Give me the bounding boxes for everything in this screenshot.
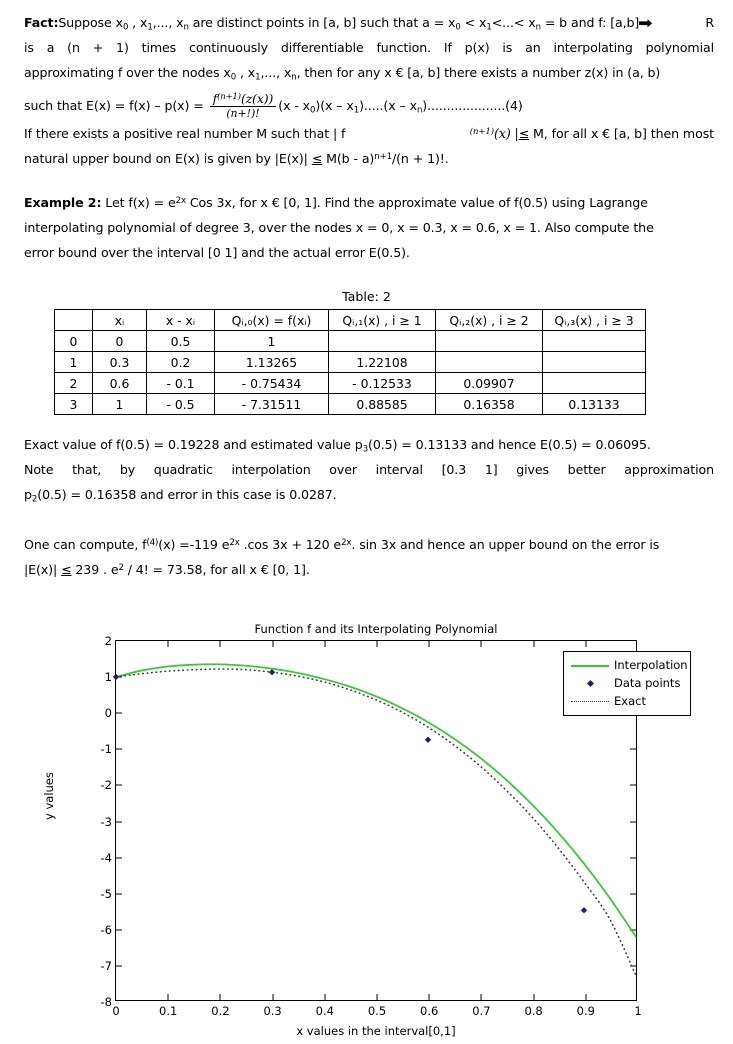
fact-line-1: Fact:Suppose $x_0$ , $x_1$,..., $x_n$ are distinct points in [a, b] such that $a = x_0 < x_1<...< x_n = b$ and f: [a,b]➡ R bbox=[24, 10, 714, 35]
table-cell bbox=[543, 373, 646, 394]
derivative-line1-sup3: 2x bbox=[341, 538, 352, 549]
table-cell: 1 bbox=[55, 352, 93, 373]
table-row bbox=[55, 331, 646, 352]
plot-curves bbox=[116, 641, 636, 1000]
fact-line1-c: ,..., x bbox=[152, 15, 184, 30]
fact-line5-b: (x) | bbox=[494, 126, 519, 141]
table-cell bbox=[543, 331, 646, 352]
table-row bbox=[55, 394, 646, 415]
fact-line-5 bbox=[24, 121, 714, 146]
x-tick-label: 0.2 bbox=[211, 1004, 230, 1018]
table-header-cell: Qᵢ,₁(x) , i ≥ 1 bbox=[329, 310, 436, 331]
table-cell: 1 bbox=[93, 394, 147, 415]
derivative-paragraph bbox=[24, 532, 714, 582]
derivative-line1-sup1: (4) bbox=[146, 538, 159, 549]
table-cell: 0 bbox=[93, 331, 147, 352]
table-header-cell: x - xᵢ bbox=[147, 310, 215, 331]
series-exact bbox=[116, 669, 636, 976]
y-tick-label: -5 bbox=[100, 886, 112, 901]
x-tick-label: 0.6 bbox=[420, 1004, 439, 1018]
fact-line1-e: < x bbox=[460, 15, 487, 30]
example-line1-sup: 2x bbox=[175, 196, 186, 207]
results-line3-b: (0.5) = 0.16358 and error in this case is 0.0287. bbox=[37, 487, 337, 502]
fact-line-3 bbox=[24, 60, 714, 85]
table-cell: 1 bbox=[215, 331, 329, 352]
results-line3-a: p bbox=[24, 487, 32, 502]
table-cell: 0.13133 bbox=[543, 394, 646, 415]
fact-line3-c: ,..., x bbox=[260, 65, 292, 80]
fact-line5-le: ≤ bbox=[518, 126, 530, 141]
table-cell: 1.22108 bbox=[329, 352, 436, 373]
legend-label: Exact bbox=[614, 694, 646, 708]
derivative-line1-c: .cos 3x + 120 e bbox=[239, 537, 342, 552]
fact-line3-a: approximating f over the nodes x bbox=[24, 65, 231, 80]
table-cell: 0.6 bbox=[93, 373, 147, 394]
fact-line4-a: such that E(x) = f(x) – p(x) = bbox=[24, 98, 208, 114]
legend-label: Interpolation bbox=[614, 658, 688, 672]
fact-line6-b: M(b - a) bbox=[322, 151, 375, 166]
results-line-1 bbox=[24, 432, 714, 457]
diamond-marker-swatch-icon bbox=[569, 676, 611, 690]
fact-line6-a: natural upper bound on E(x) is given by |E(x)| bbox=[24, 151, 308, 166]
x-tick-label: 1 bbox=[634, 1004, 642, 1018]
fact-line4-subn: n bbox=[416, 105, 423, 116]
data-point-marker bbox=[581, 907, 587, 913]
fact-line4-sub1: 1 bbox=[353, 105, 360, 116]
y-tick-label: 1 bbox=[104, 670, 112, 685]
table-header-cell: Qᵢ,₃(x) , i ≥ 3 bbox=[543, 310, 646, 331]
results-line1-sub: 3 bbox=[362, 444, 369, 455]
example-line1-a: Let f(x) = e bbox=[101, 195, 176, 210]
fact-line3-sub0: 0 bbox=[230, 72, 237, 83]
derivative-line2-sup: 2 bbox=[118, 563, 124, 574]
x-tick-label: 0.1 bbox=[159, 1004, 178, 1018]
derivative-line1-a: One can compute, f bbox=[24, 537, 147, 552]
derivative-line1-sup2: 2x bbox=[229, 538, 240, 549]
table-header-cell: Qᵢ,₂(x) , i ≥ 2 bbox=[436, 310, 543, 331]
fact-line1-d: are distinct points in [a, b] such that a = x bbox=[188, 15, 456, 30]
table-cell: - 0.75434 bbox=[215, 373, 329, 394]
table-header-cell: xᵢ bbox=[93, 310, 147, 331]
table-cell: 0 bbox=[55, 331, 93, 352]
table-cell: - 0.5 bbox=[147, 394, 215, 415]
example-line1-b: Cos 3x, for x € [0, 1]. Find the approximate value of f(0.5) using Lagrange bbox=[185, 195, 648, 210]
fact-line1-sub1: 1 bbox=[147, 22, 153, 33]
legend-item-interpolation bbox=[569, 656, 688, 674]
fact-line1-sub1b: 1 bbox=[486, 22, 492, 33]
y-tick-label: 0 bbox=[104, 706, 112, 721]
fact-bound-paragraph bbox=[24, 121, 714, 171]
y-tick-label: -7 bbox=[100, 958, 112, 973]
table-header-row bbox=[55, 310, 646, 331]
dotted-line-swatch-icon bbox=[569, 694, 611, 708]
legend-item-data-points bbox=[569, 674, 685, 692]
derivative-line-1 bbox=[24, 532, 714, 557]
x-tick-label: 0.7 bbox=[472, 1004, 491, 1018]
fact-paragraph bbox=[24, 10, 714, 120]
table-cell: 0.2 bbox=[147, 352, 215, 373]
derivative-line-2 bbox=[24, 557, 714, 582]
frac-num-rest: (z(x)) bbox=[241, 91, 274, 106]
table-cell: 1.13265 bbox=[215, 352, 329, 373]
derivative-line2-b: 239 . e bbox=[71, 562, 119, 577]
table-cell: - 0.12533 bbox=[329, 373, 436, 394]
results-paragraph bbox=[24, 432, 714, 507]
fact-line3-sub1: 1 bbox=[255, 72, 261, 83]
chart-legend bbox=[563, 651, 691, 716]
table-cell: 0.5 bbox=[147, 331, 215, 352]
table-cell: 0.16358 bbox=[436, 394, 543, 415]
example-paragraph bbox=[24, 190, 714, 265]
fact-line1-subn: n bbox=[183, 22, 189, 33]
fact-line1-sub0: 0 bbox=[122, 22, 129, 33]
example-label: Example 2: bbox=[24, 195, 102, 210]
x-tick-label: 0 bbox=[112, 1004, 120, 1018]
fact-line1-h: R bbox=[705, 15, 714, 30]
table-cell bbox=[436, 331, 543, 352]
lagrange-table bbox=[54, 309, 646, 415]
x-tick-label: 0.9 bbox=[576, 1004, 595, 1018]
derivative-line2-a: |E(x)| bbox=[24, 562, 58, 577]
frac-num-f: f bbox=[212, 91, 218, 106]
fact-line3-subn: n bbox=[291, 72, 297, 83]
table-cell bbox=[329, 331, 436, 352]
data-point-marker bbox=[269, 669, 275, 675]
derivative-line1-b: (x) =-119 e bbox=[158, 537, 230, 552]
derivative-line2-le: ≤ bbox=[61, 562, 72, 577]
fact-line4-c: )(x – x bbox=[315, 98, 354, 114]
table-cell: - 0.1 bbox=[147, 373, 215, 394]
fact-line1-f: <...< x bbox=[491, 15, 536, 30]
error-fraction bbox=[210, 92, 277, 120]
chart-x-axis-label: x values in the interval[0,1] bbox=[296, 1024, 456, 1038]
fact-line1-a: Suppose x bbox=[58, 15, 123, 30]
data-point-marker bbox=[425, 737, 431, 743]
results-line1-a: Exact value of f(0.5) = 0.19228 and estimated value p bbox=[24, 437, 363, 452]
frac-num-sup: (n+1) bbox=[217, 91, 241, 102]
legend-label: Data points bbox=[614, 676, 681, 690]
table-row bbox=[55, 373, 646, 394]
table-cell: - 7.31511 bbox=[215, 394, 329, 415]
results-line3-sub: 2 bbox=[31, 494, 38, 505]
derivative-line2-c: / 4! = 73.58, for all x € [0, 1]. bbox=[123, 562, 310, 577]
y-tick-label: -1 bbox=[100, 742, 112, 757]
table-cell bbox=[436, 352, 543, 373]
table-caption: Table: 2 bbox=[342, 289, 391, 304]
plot-area bbox=[100, 634, 688, 1018]
series-interpolation bbox=[116, 664, 636, 937]
fraction-numerator bbox=[210, 92, 277, 107]
table-header-cell: Qᵢ,₀(x) = f(xᵢ) bbox=[215, 310, 329, 331]
y-tick-label: -4 bbox=[100, 850, 112, 865]
fact-line1-g: = b and f: [a,b] bbox=[540, 15, 640, 30]
fraction-denominator: (n+!)! bbox=[226, 107, 260, 121]
table-cell: 0.88585 bbox=[329, 394, 436, 415]
fact-line4-sub0: 0 bbox=[310, 105, 316, 116]
table-header-cell bbox=[55, 310, 93, 331]
fact-line6-c: /(n + 1)!. bbox=[391, 151, 449, 166]
solid-line-swatch-icon bbox=[569, 658, 611, 672]
fact-line4-d: ).....(x – x bbox=[359, 98, 417, 114]
example-line-1 bbox=[24, 190, 714, 215]
results-line-3 bbox=[24, 482, 714, 507]
fact-line6-sup: n+1 bbox=[374, 152, 392, 163]
x-tick-label: 0.3 bbox=[263, 1004, 282, 1018]
table-cell: 2 bbox=[55, 373, 93, 394]
table-cell: 3 bbox=[55, 394, 93, 415]
chart-y-axis-label: y values bbox=[42, 772, 56, 820]
y-tick-label: 2 bbox=[104, 634, 112, 648]
fact-line3-d: , then for any x € [a, b] there exists a number z(x) in (a, b) bbox=[296, 65, 661, 80]
example-line-3: error bound over the interval [0 1] and the actual error E(0.5). bbox=[24, 245, 410, 260]
x-tick-label: 0.8 bbox=[524, 1004, 543, 1018]
fact-line4-b: (x - x bbox=[278, 98, 311, 114]
table-cell bbox=[543, 352, 646, 373]
fact-line5-sup: (n+1) bbox=[469, 127, 494, 138]
fact-label: Fact: bbox=[24, 15, 59, 30]
fact-line5-c: M, for all x € [a, b] then most bbox=[529, 126, 714, 141]
data-point-marker bbox=[113, 674, 119, 680]
x-tick-label: 0.4 bbox=[315, 1004, 334, 1018]
fact-line3-b: , x bbox=[236, 65, 256, 80]
table-cell: 0.09907 bbox=[436, 373, 543, 394]
fact-line1-subnb: n bbox=[535, 22, 541, 33]
interpolation-chart bbox=[42, 612, 688, 1044]
fact-line-2: is a (n + 1) times continuously differentiable function. If p(x) is an interpolating polynomial bbox=[24, 40, 714, 55]
fact-line-6 bbox=[24, 146, 714, 171]
y-tick-label: -8 bbox=[100, 995, 112, 1009]
y-tick-label: -3 bbox=[100, 814, 112, 829]
derivative-line1-d: . sin 3x and hence an upper bound on the error is bbox=[351, 537, 660, 552]
table-row bbox=[55, 352, 646, 373]
fact-line1-sub0b: 0 bbox=[455, 22, 461, 33]
legend-item-exact bbox=[569, 692, 685, 710]
fact-line1-b: , x bbox=[128, 15, 148, 30]
example-line-2: interpolating polynomial of degree 3, over the nodes x = 0, x = 0.3, x = 0.6, x = 1. Also compute the bbox=[24, 220, 654, 235]
y-tick-label: -6 bbox=[100, 922, 112, 937]
fact-line-4 bbox=[24, 92, 714, 120]
y-tick-label: -2 bbox=[100, 778, 112, 793]
fact-line5-math bbox=[470, 121, 714, 146]
fact-line6-le: ≤ bbox=[311, 151, 323, 166]
fact-line5-a: If there exists a positive real number M such that | f bbox=[24, 126, 346, 141]
x-tick-label: 0.5 bbox=[367, 1004, 387, 1018]
fact-line4-e: )....................(4) bbox=[422, 98, 523, 114]
table-cell: 0.3 bbox=[93, 352, 147, 373]
results-line-2: Note that, by quadratic interpolation over interval [0.3 1] gives better approximation bbox=[24, 462, 714, 477]
chart-title: Function f and its Interpolating Polynomial bbox=[254, 622, 498, 636]
results-line1-b: (0.5) = 0.13133 and hence E(0.5) = 0.06095. bbox=[368, 437, 651, 452]
